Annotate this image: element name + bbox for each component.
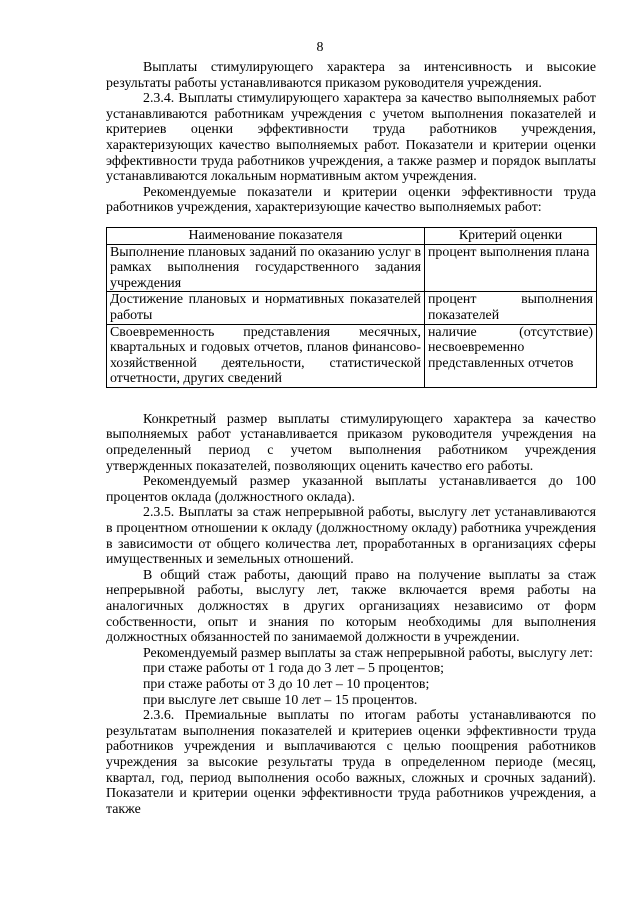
spacer [106, 388, 596, 412]
list-item: при стаже работы от 3 до 10 лет – 10 процентов; [143, 676, 430, 692]
table-cell: наличие (отсутствие) несвоевременно представленных отчетов [425, 324, 597, 387]
paragraph: Рекомендуемый размер выплаты за стаж непрерывной работы, выслугу лет: [143, 645, 593, 661]
paragraph: Конкретный размер выплаты стимулирующего характера за качество выполняемых работ устанавливается приказом руководителя учреждения на определенный период с учетом выполнения работником учреждения утвержденных показателей, позволяющих оценить качество его работы. [106, 411, 596, 474]
spacer [106, 216, 596, 227]
paragraph: 2.3.5. Выплаты за стаж непрерывной работы, выслугу лет устанавливаются в процентном отношении к окладу (должностному окладу) работника учреждения в зависимости от общего количества лет, проработанных в организациях сферы имущественных и земельных отношений. [106, 505, 596, 568]
seniority-list [106, 661, 596, 708]
paragraph: Рекомендуемый размер указанной выплаты устанавливается до 100 процентов оклада (должностного оклада). [106, 474, 596, 505]
paragraph: 2.3.4. Выплаты стимулирующего характера за качество выполняемых работ устанавливаются работникам учреждения с учетом выполнения показателей и критериев оценки эффективности труда работников учреждения, характеризующих качество выполняемых работ. Показатели и критерии оценки эффективности труда работников учреждения, а также размер и порядок выплаты устанавливаются локальным нормативным актом учреждения. [106, 91, 596, 185]
table-row [107, 244, 597, 292]
paragraph: Рекомендуемые показатели и критерии оценки эффективности труда работников учреждения, характеризующие качество выполняемых работ: [106, 184, 596, 216]
table-cell: Своевременность представления месячных, квартальных и годовых отчетов, планов финансово-хозяйственной деятельности, статистической отчетности, других сведений [107, 324, 425, 387]
table-cell: Выполнение плановых заданий по оказанию услуг в рамках выполнения государственного задания учреждения [107, 244, 425, 292]
table-row [107, 324, 597, 387]
list-item: при выслуге лет свыше 10 лет – 15 процентов. [143, 692, 418, 708]
paragraph: В общий стаж работы, дающий право на получение выплаты за стаж непрерывной работы, выслугу лет, также включается время работы на аналогичных должностях в других организациях независимо от форм собственности, опыт и знания по которым необходимы для выполнения должностных обязанностей по занимаемой должности в учреждении. [106, 567, 596, 646]
paragraph: Выплаты стимулирующего характера за интенсивность и высокие результаты работы устанавливаются приказом руководителя учреждения. [106, 60, 596, 91]
list-item: при стаже работы от 1 года до 3 лет – 5 процентов; [143, 661, 445, 677]
table-cell: Достижение плановых и нормативных показателей работы [107, 292, 425, 324]
table-header-cell: Наименование показателя [107, 227, 425, 244]
page-number: 8 [316, 40, 324, 55]
table-cell: процент выполнения показателей [425, 292, 597, 324]
table-header-cell: Критерий оценки [425, 227, 597, 244]
table-cell: процент выполнения плана [425, 244, 597, 292]
criteria-table [106, 227, 597, 388]
paragraph: 2.3.6. Премиальные выплаты по итогам работы устанавливаются по результатам выполнения показателей и критериев оценки эффективности труда работников учреждения и выплачиваются с целью поощрения работников учреждения за высокие результаты труда в определенном периоде (месяц, квартал, год, период выполнения особо важных, сложных и срочных заданий). Показатели и критерии оценки эффективности труда работников учреждения, а также [106, 708, 596, 817]
table-row [107, 292, 597, 324]
table-header-row [107, 227, 597, 244]
page-content [106, 60, 596, 817]
